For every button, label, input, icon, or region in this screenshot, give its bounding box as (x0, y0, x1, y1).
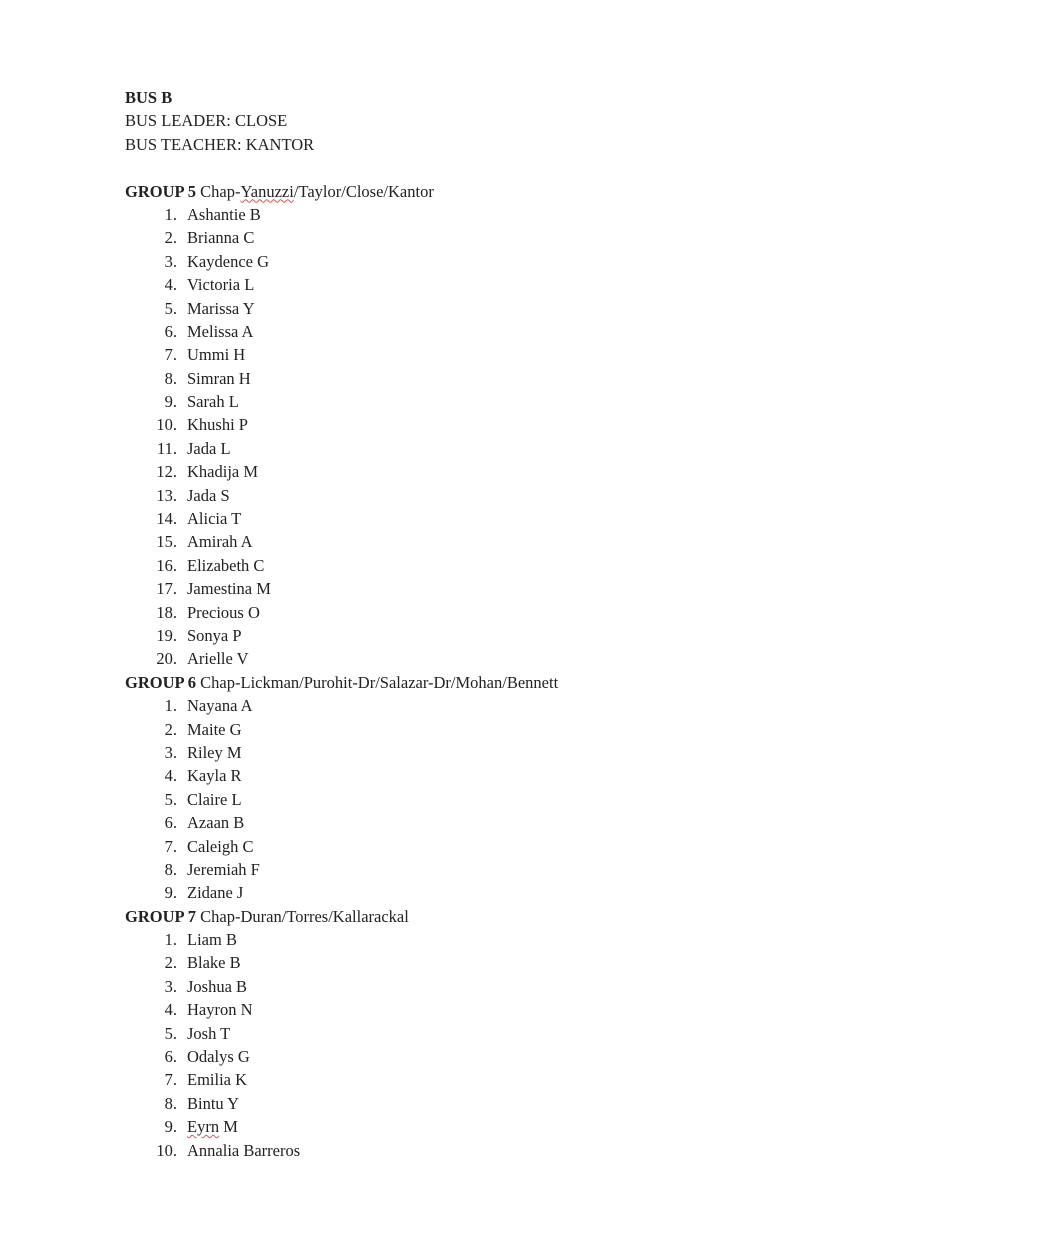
student-name: Kaydence G (187, 251, 270, 271)
list-item (125, 601, 1025, 624)
group-7-chaperones: Chap-Duran/Torres/Kallarackal (200, 906, 409, 926)
list-number: 13. (156, 485, 177, 505)
student-name: Annalia Barreros (187, 1140, 301, 1160)
list-item (125, 1115, 1025, 1138)
list-item (125, 226, 1025, 249)
student-name: Amirah A (187, 532, 253, 552)
student-name: Maite G (187, 719, 242, 739)
student-name-rest: M (219, 1117, 238, 1137)
list-item (125, 460, 1025, 483)
bus-title: BUS B (125, 88, 173, 107)
group-6-chaperones: Chap-Lickman/Purohit-Dr/Salazar-Dr/Mohan/Bennett (200, 672, 559, 692)
student-name: Liam B (187, 930, 237, 950)
spellcheck-flagged-word: Yanuzzi (240, 181, 294, 201)
list-item (125, 507, 1025, 530)
student-name: Bintu Y (187, 1093, 240, 1113)
group-6-heading (125, 671, 1025, 694)
list-item (125, 835, 1025, 858)
list-number: 2. (164, 228, 177, 248)
list-item (125, 788, 1025, 811)
list-number: 5. (164, 298, 177, 318)
list-item (125, 1045, 1025, 1068)
student-name: Riley M (187, 742, 242, 762)
list-number: 8. (164, 859, 177, 879)
spellcheck-flagged-word: Eyrn (187, 1117, 220, 1137)
blank-line (125, 156, 1025, 179)
list-item (125, 811, 1025, 834)
list-item (125, 1022, 1025, 1045)
list-number: 17. (156, 579, 177, 599)
list-item (125, 764, 1025, 787)
list-number: 11. (156, 438, 177, 458)
student-name: Khadija M (187, 462, 259, 482)
list-item (125, 647, 1025, 670)
student-name: Elizabeth C (187, 555, 265, 575)
list-number: 4. (164, 275, 177, 295)
list-item (125, 367, 1025, 390)
list-item (125, 624, 1025, 647)
group-7-roster (125, 928, 1025, 1162)
list-item (125, 858, 1025, 881)
student-name: Brianna C (187, 228, 255, 248)
student-name: Sarah L (187, 392, 239, 412)
list-number: 5. (164, 789, 177, 809)
list-item (125, 1139, 1025, 1162)
list-item (125, 881, 1025, 904)
list-number: 14. (156, 509, 177, 529)
list-item (125, 273, 1025, 296)
group-7-heading (125, 905, 1025, 928)
list-item (125, 250, 1025, 273)
list-number: 8. (164, 368, 177, 388)
group-7-code: GROUP 7 (125, 906, 197, 926)
student-name: Melissa A (187, 321, 254, 341)
student-name: Alicia T (187, 509, 242, 529)
group-5-code: GROUP 5 (125, 181, 197, 201)
list-item (125, 390, 1025, 413)
list-item (125, 203, 1025, 226)
student-name: Sonya P (187, 625, 242, 645)
student-name: Ashantie B (187, 204, 261, 224)
student-name: Jamestina M (187, 579, 271, 599)
list-item (125, 413, 1025, 436)
student-name: Zidane J (187, 883, 244, 903)
group-5-roster (125, 203, 1025, 671)
list-item (125, 928, 1025, 951)
list-number: 1. (164, 204, 177, 224)
list-number: 9. (164, 883, 177, 903)
list-item (125, 998, 1025, 1021)
list-item (125, 320, 1025, 343)
list-number: 2. (164, 953, 177, 973)
list-item (125, 530, 1025, 553)
student-name: Jada L (187, 438, 231, 458)
list-item (125, 1068, 1025, 1091)
student-name: Hayron N (187, 1000, 253, 1020)
list-number: 9. (164, 392, 177, 412)
list-number: 3. (164, 251, 177, 271)
bus-teacher: BUS TEACHER: KANTOR (125, 134, 315, 154)
student-name: Precious O (187, 602, 260, 622)
list-item (125, 577, 1025, 600)
student-name: Odalys G (187, 1047, 250, 1067)
list-number: 1. (164, 696, 177, 716)
student-name: Khushi P (187, 415, 248, 435)
student-name: Azaan B (187, 813, 245, 833)
group-5-chaperones (200, 182, 434, 201)
student-name: Marissa Y (187, 298, 255, 318)
list-number: 6. (164, 813, 177, 833)
list-number: 3. (164, 742, 177, 762)
list-item (125, 718, 1025, 741)
student-name: Arielle V (187, 649, 249, 669)
student-name: Simran H (187, 368, 251, 388)
document-page (125, 86, 1025, 1162)
student-name: Emilia K (187, 1070, 248, 1090)
list-number: 19. (156, 625, 177, 645)
student-name: Claire L (187, 789, 242, 809)
list-item (125, 554, 1025, 577)
list-item (125, 951, 1025, 974)
student-name (187, 1115, 238, 1138)
group-5-heading (125, 180, 1025, 203)
list-item (125, 694, 1025, 717)
student-name: Kayla R (187, 766, 242, 786)
list-number: 7. (164, 1070, 177, 1090)
list-number: 10. (156, 415, 177, 435)
bus-leader: BUS LEADER: CLOSE (125, 111, 288, 131)
list-number: 7. (164, 836, 177, 856)
student-name: Victoria L (187, 275, 255, 295)
list-number: 15. (156, 532, 177, 552)
list-number: 16. (156, 555, 177, 575)
student-name: Caleigh C (187, 836, 254, 856)
list-item (125, 484, 1025, 507)
list-number: 6. (164, 321, 177, 341)
student-name: Joshua B (187, 976, 248, 996)
list-item (125, 1092, 1025, 1115)
list-number: 6. (164, 1047, 177, 1067)
list-number: 5. (164, 1023, 177, 1043)
list-number: 3. (164, 976, 177, 996)
student-name: Blake B (187, 953, 241, 973)
list-number: 18. (156, 602, 177, 622)
list-number: 10. (156, 1140, 177, 1160)
list-number: 20. (156, 649, 177, 669)
group-5-chaperones-prefix: Chap- (200, 181, 241, 201)
student-name: Ummi H (187, 345, 246, 365)
student-name: Jeremiah F (187, 859, 260, 879)
list-item (125, 297, 1025, 320)
group-6-roster (125, 694, 1025, 905)
student-name: Nayana A (187, 696, 253, 716)
list-number: 2. (164, 719, 177, 739)
list-item (125, 975, 1025, 998)
list-number: 8. (164, 1093, 177, 1113)
list-item (125, 343, 1025, 366)
list-number: 4. (164, 766, 177, 786)
list-number: 4. (164, 1000, 177, 1020)
list-item (125, 741, 1025, 764)
group-6-code: GROUP 6 (125, 672, 197, 692)
list-number: 7. (164, 345, 177, 365)
list-number: 12. (156, 462, 177, 482)
student-name: Jada S (187, 485, 230, 505)
student-name: Josh T (187, 1023, 231, 1043)
group-5-chaperones-rest: /Taylor/Close/Kantor (293, 181, 434, 201)
list-item (125, 437, 1025, 460)
list-number: 9. (164, 1117, 177, 1137)
list-number: 1. (164, 930, 177, 950)
